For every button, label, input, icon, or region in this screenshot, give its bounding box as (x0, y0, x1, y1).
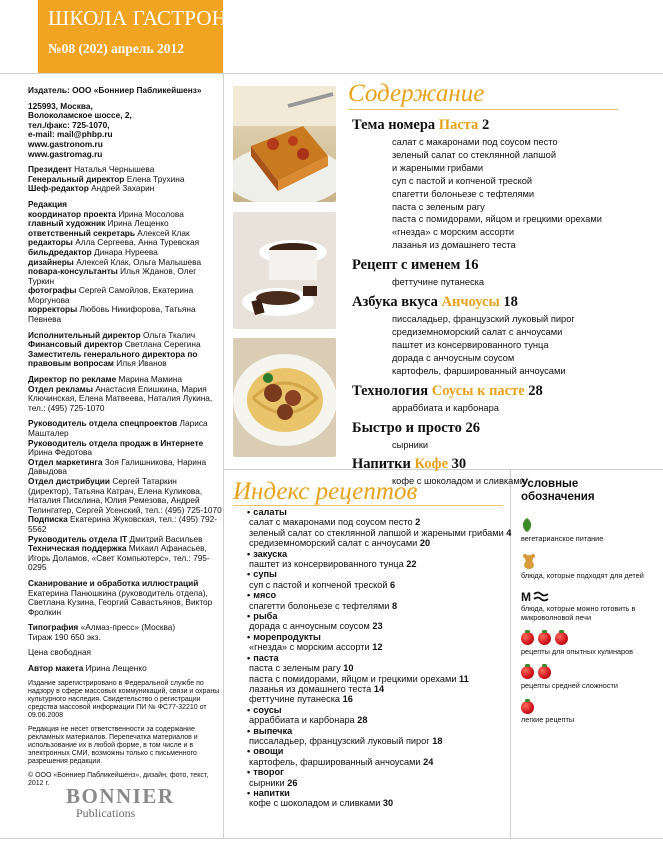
recipe-index-heading: Индекс рецептов (233, 478, 503, 506)
divider (223, 73, 224, 839)
teddy-bear-icon (521, 553, 651, 572)
toc-section[interactable]: Рецепт с именем 16 (352, 257, 479, 274)
legend (521, 478, 651, 735)
three-tomatoes-icon (521, 632, 651, 648)
index-entry[interactable]: картофель, фаршированный анчоусами 24 (249, 756, 434, 767)
toc-section[interactable]: Тема номера Паста 2 (352, 117, 490, 133)
index-entry[interactable]: паста с зеленым рагу 10 (249, 663, 354, 674)
website-link: www.gastromag.ru (28, 148, 103, 159)
finance-block: Исполнительный директор Ольга Ткалич Финансовый директор Светлана Серегина Заместитель генерального директора по правовым вопросам Илья Иванов (28, 329, 201, 369)
price-text: Цена свободная (28, 647, 92, 658)
index-entry[interactable]: зеленый салат со стеклянной лапшой и жареными грибами 4 (249, 527, 512, 538)
toc-item[interactable]: «гнезда» с морским ассорти (392, 227, 515, 238)
toc-item[interactable]: паста с помидорами, яйцом и грецкими орехами (392, 214, 602, 225)
index-entry[interactable]: писсаладьер, французский луковый пирог 18 (249, 735, 443, 746)
legend-item: M блюда, которые можно готовить в микроволновой печи (521, 590, 651, 622)
legend-item: рецепты средней сложности (521, 666, 651, 690)
toc-item[interactable]: спагетти болоньезе с тефтелями (392, 188, 535, 199)
toc-section[interactable]: Азбука вкуса Анчоусы 18 (352, 294, 518, 311)
toc-item[interactable]: феттучине путанеска (392, 277, 485, 288)
lasagna-photo (233, 86, 336, 202)
index-category: • соусы (249, 705, 514, 715)
issue-number: №08 (202) апрель 2012 (48, 41, 184, 56)
toc-item[interactable]: средиземноморский салат с анчоусами (392, 326, 563, 337)
scan-block: Сканирование и обработка иллюстраций Екатерина Панюшкина (руководитель отдела), Светлана Кузина, Георгий Савастьянов, Виктор Фролкин (28, 577, 213, 617)
index-entry[interactable]: арраббиата и карбонара 28 (249, 715, 368, 726)
toc-item[interactable]: паста с зеленым рагу (392, 201, 485, 212)
management-block: Президент Наталья Чернышева Генеральный директор Елена Трухина Шеф-редактор Андрей Захарин (28, 164, 185, 194)
toc-item[interactable]: кофе с шоколадом и сливками (392, 476, 525, 487)
toc-item[interactable]: паштет из консервированного тунца (392, 339, 549, 350)
imprint: Издатель: ООО «Бонниер Пабликейшенз» 125993, Москва, Волоколамское шоссе, 2, тел./факс: 725-1070, e-mail: mail@phbp.ru www.gastronom.ru www.gastromag.ru Президент Наталья Чернышева Генеральный директор Елена Трухина Шеф-редактор Андрей Захарин Редакция координатор проекта Ирина Мосолова главный художник Ирина Лещенко ответственный секретарь Алексей Клак редакторы Алла Сергеева, Анна Туревская бильдредактор Динара Нуреева дизайнеры Алексей Клак, Ольга Малышева повара-консультанты Илья Жданов, Олег Туркин фотографы Сергей Самойлов, Екатерина Моргунова корректоры Любовь Никифорова, Татьяна Певнева Исполнительный директор Ольга Ткалич Финансовый директор Светлана Серегина Заместитель генерального директора по правовым вопросам Илья Иванов Директор по рекламе Марина Мамина Отдел рекламы Анастасия Епишкина, Мария Ключинская, Елена Матвеева, Наталия Лукина, тел.: (495) 725-1070 Руководитель отдела спецпроектов Лариса Машталер Руководитель отдела продаж в Интернете Ирина Федотова Отдел маркетинга Зоя Галишникова, Нарина Давыдова Отдел дистрибуции Сергей Татаркин (директор), Татьяна Катрач, Елена Куликова, Наталия Писклина, Юлия Ремезова, Андрей Телингатер, Сергей Усенский, тел.: (495) 725-1070 Подписка Екатерина Жуковская, тел.: (495) 792-5562 Руководитель отдела IT Дмитрий Васильев Техническая поддержка Михаил Афанасьев, Игорь Доламов, «Свет Компьютерс», тел.: 795-0295 Сканирование и обработка иллюстраций Екатерина Панюшкина (руководитель отдела), Светлана Кузина, Георгий Савастьянов, Виктор Фролкин Типография «Алмаз-пресс» (Москва) Тираж 190 650 экз. Цена свободная Автор макета Ирина Лещенко Издание зарегистрировано в Федеральной службе по надзору в сфере массовых коммуникаций, связи и охраны культурного наследия. Свидетельство о регистрации средства массовой информации ПИ № ФС77-32210 от 09.06.2008 Редакция не несет ответственности за содержание рекламных материалов. Перепечатка материалов и использование их в любой форме, в том числе и в электронных СМИ, возможны только с письменного разрешения редакции. © ООО «Бонниер Пабликейшенз», дизайн, фото, текст, 2012 г. (28, 85, 222, 787)
index-category: • закуска (249, 549, 514, 559)
index-category: • рыба (249, 611, 514, 621)
toc-item[interactable]: и жареными грибами (392, 162, 484, 173)
address-line: тел./факс: 725-1070, (28, 119, 110, 130)
coffee-photo (233, 212, 336, 329)
toc-item[interactable]: лазанья из домашнего теста (392, 240, 516, 251)
one-tomato-icon (521, 701, 651, 717)
leaf-icon (521, 518, 651, 535)
legend-item: легкие рецепты (521, 701, 651, 725)
legend-item: вегетарианское питание (521, 518, 651, 543)
toc-section[interactable]: Технология Соусы к пасте 28 (352, 382, 543, 399)
toc-section[interactable]: Быстро и просто 26 (352, 419, 480, 436)
toc-item[interactable]: арраббиата и карбонара (392, 402, 499, 413)
publisher-name: ООО «Бонниер Пабликейшенз» (72, 85, 202, 95)
index-entry[interactable]: паста с помидорами, яйцом и грецкими орехами 11 (249, 673, 469, 684)
index-category: • морепродукты (249, 632, 514, 642)
magazine-title: ШКОЛА ГАСТРОНОМА (48, 6, 277, 30)
index-entry[interactable]: салат с макаронами под соусом песто 2 (249, 517, 421, 528)
special-block: Руководитель отдела спецпроектов Лариса Машталер Руководитель отдела продаж в Интернете Ирина Федотова Отдел маркетинга Зоя Галишникова, Нарина Давыдова Отдел дистрибуции Сергей Татаркин (директор), Татьяна Катрач, Елена Куликова, Наталия Писклина, Юлия Ремезова, Андрей Телингатер, Сергей Усенский, тел.: (495) 725-1070 Подписка Екатерина Жуковская, тел.: (495) 792-5562 Руководитель отдела IT Дмитрий Васильев Техническая поддержка Михаил Афанасьев, Игорь Доламов, «Свет Компьютерс», тел.: 795-0295 (28, 418, 222, 573)
email: e-mail: mail@phbp.ru (28, 129, 113, 140)
index-category: • овощи (249, 746, 514, 756)
ads-block: Директор по рекламе Марина Мамина Отдел рекламы Анастасия Епишкина, Мария Ключинская, Елена Матвеева, Наталия Лукина, тел.: (495) 725-1070 (28, 374, 213, 413)
bonnier-logo: BONNIER Publications (66, 784, 175, 820)
toc-item[interactable]: писсаладьер, французский луковый пирог (392, 314, 575, 325)
toc-section[interactable]: Напитки Кофе 30 (352, 456, 467, 473)
website-link: www.gastronom.ru (28, 138, 103, 149)
toc-item[interactable]: зеленый салат со стеклянной лапшой (392, 149, 557, 160)
toc-item[interactable]: дорада с анчоусным соусом (392, 352, 515, 363)
publisher-label: Издатель: (28, 85, 70, 95)
index-entry[interactable]: паштет из консервированного тунца 22 (249, 559, 417, 570)
toc-heading: Содержание (348, 80, 618, 110)
toc-item[interactable]: картофель, фаршированный анчоусами (392, 365, 566, 376)
index-entry[interactable]: спагетти болоньезе с тефтелями 8 (249, 600, 398, 611)
address-line: 125993, Москва, (28, 100, 93, 111)
divider (0, 73, 663, 74)
print-block: Типография «Алмаз-пресс» (Москва) Тираж 190 650 экз. (28, 622, 176, 642)
disclaimer-text: Редакция не несет ответственности за содержание рекламных материалов. Перепечатка материалов и использование их в любой форме, в том числе и в электронных СМИ, возможны только с письменного разрешения редакции. (28, 725, 198, 765)
spaghetti-photo (233, 338, 336, 457)
two-tomatoes-icon (521, 666, 651, 682)
legend-item: блюда, которые подходят для детей (521, 553, 651, 580)
divider (0, 838, 663, 839)
magazine-masthead (38, 0, 277, 73)
toc-item[interactable]: салат с макаронами под соусом песто (392, 137, 558, 147)
index-entry[interactable]: средиземноморский салат с анчоусами 20 (249, 538, 431, 549)
svg-text:M: M (521, 590, 531, 603)
index-category: • салаты (249, 507, 514, 517)
index-entry[interactable]: суп с пастой и копченой треской 6 (249, 579, 396, 590)
index-category: • супы (249, 569, 514, 579)
toc-item[interactable]: сырники (392, 439, 429, 450)
index-category: • выпечка (249, 726, 514, 736)
legend-item: рецепты для опытных кулинаров (521, 632, 651, 656)
microwave-icon (521, 590, 651, 605)
index-entry[interactable]: сырники 26 (249, 777, 298, 788)
index-category: • паста (249, 653, 514, 663)
address-line: Волоколамское шоссе, 2, (28, 110, 132, 121)
index-category: • творог (249, 767, 514, 777)
legend-heading: Условные обозначения (521, 478, 595, 503)
copyright-text: © ООО «Бонниер Пабликейшенз», дизайн, фото, текст, 2012 г. (28, 771, 209, 787)
recipe-index (249, 507, 514, 809)
index-entry[interactable]: кофе с шоколадом и сливками 30 (249, 798, 394, 809)
index-category: • напитки (249, 788, 514, 798)
toc-item[interactable]: суп с пастой и копченой треской (392, 175, 533, 186)
index-entry[interactable]: «гнезда» с морским ассорти 12 (249, 642, 383, 653)
editorial-block: Редакция координатор проекта Ирина Мосолова главный художник Ирина Лещенко ответственный секретарь Алексей Клак редакторы Алла Сергеева, Анна Туревская бильдредактор Динара Нуреева дизайнеры Алексей Клак, Ольга Малышева повара-консультанты Илья Жданов, Олег Туркин фотографы Сергей Самойлов, Екатерина Моргунова корректоры Любовь Никифорова, Татьяна Певнева (28, 198, 202, 325)
registration-text: Издание зарегистрировано в Федеральной службе по надзору в сфере массовых коммуникаций, связи и охраны культурного наследия. Свидетельство о регистрации средства массовой информации ПИ № ФС77-32210 от 09.06.2008 (28, 679, 220, 719)
index-category: • мясо (249, 590, 514, 600)
index-entry[interactable]: лазанья из домашнего теста 14 (249, 683, 385, 694)
index-entry[interactable]: дорада с анчоусным соусом 23 (249, 621, 383, 632)
index-entry[interactable]: феттучине путанеска 16 (249, 694, 353, 705)
table-of-contents (352, 117, 652, 493)
